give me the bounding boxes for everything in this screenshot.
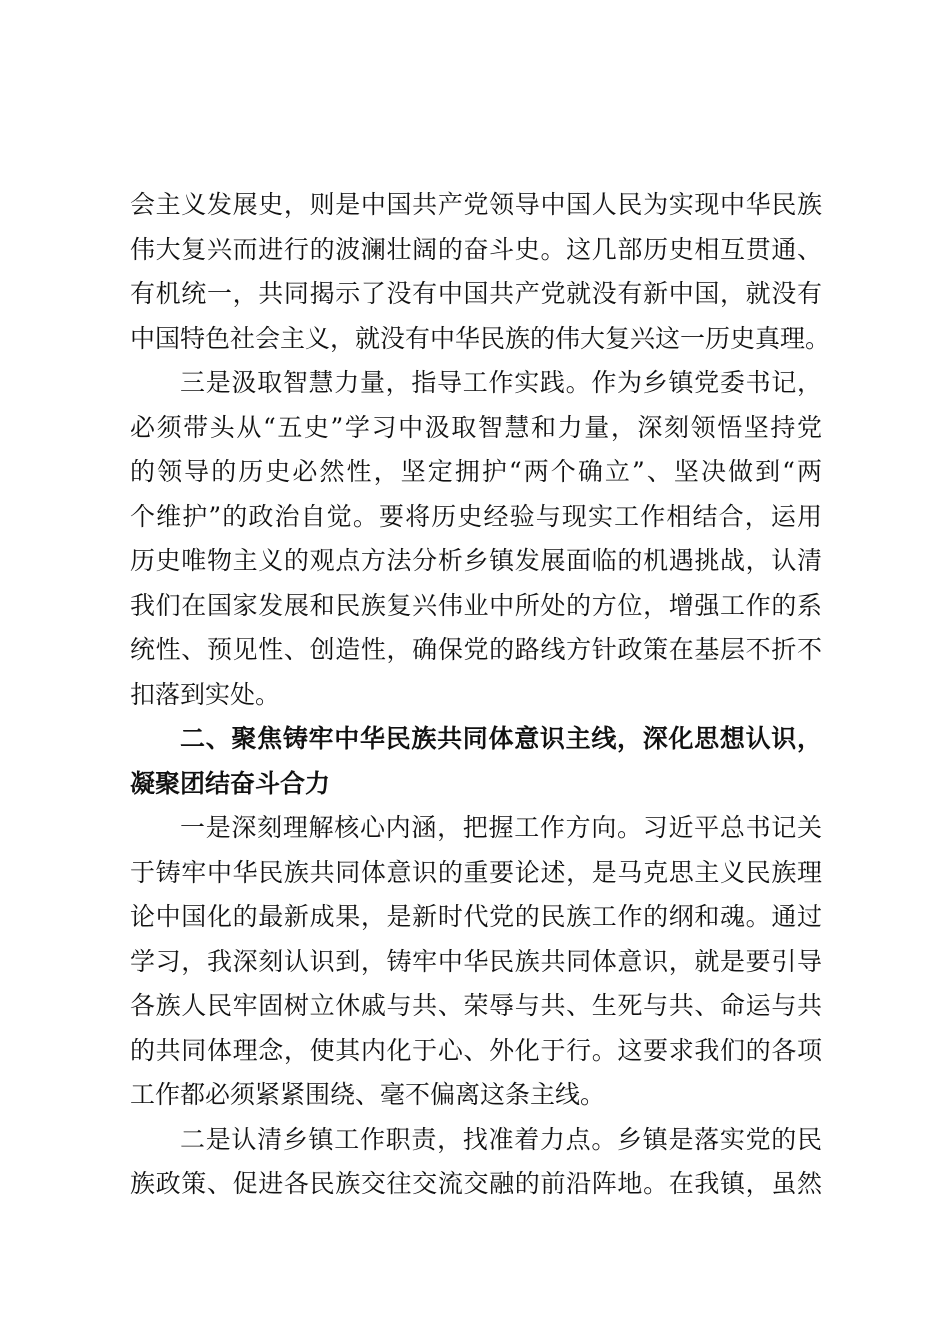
text-line: 工作都必须紧紧围绕、毫不偏离这条主线。 — [130, 1080, 606, 1109]
text-line: 统性、预见性、创造性，确保党的路线方针政策在基层不折不 — [130, 635, 822, 664]
text-line: 个维护”的政治自觉。要将历史经验与现实工作相结合，运用 — [130, 501, 822, 531]
text-line: 的领导的历史必然性，坚定拥护“两个确立”、坚决做到“两 — [130, 457, 822, 486]
text-line: 一是深刻理解核心内涵，把握工作方向。习近平总书记关 — [180, 813, 822, 842]
document-page — [130, 183, 831, 1207]
paragraph — [130, 361, 822, 717]
text-line: 三是汲取智慧力量，指导工作实践。作为乡镇党委书记， — [180, 368, 822, 397]
paragraph — [130, 1118, 822, 1207]
text-line: 论中国化的最新成果，是新时代党的民族工作的纲和魂。通过 — [130, 902, 822, 931]
text-line: 凝聚团结奋斗合力 — [130, 768, 331, 798]
paragraph — [130, 183, 831, 361]
text-line: 二、聚焦铸牢中华民族共同体意识主线，深化思想认识， — [180, 724, 822, 753]
section-heading — [130, 717, 822, 806]
text-line: 会主义发展史，则是中国共产党领导中国人民为实现中华民族 — [130, 190, 822, 219]
text-line: 二是认清乡镇工作职责，找准着力点。乡镇是落实党的民 — [180, 1124, 822, 1154]
text-line: 于铸牢中华民族共同体意识的重要论述，是马克思主义民族理 — [130, 857, 822, 887]
text-line: 历史唯物主义的观点方法分析乡镇发展面临的机遇挑战，认清 — [130, 546, 822, 575]
text-line: 学习，我深刻认识到，铸牢中华民族共同体意识，就是要引导 — [130, 946, 822, 976]
text-line: 我们在国家发展和民族复兴伟业中所处的方位，增强工作的系 — [130, 590, 822, 620]
paragraph — [130, 806, 822, 1118]
text-line: 必须带头从“五史”学习中汲取智慧和力量，深刻领悟坚持党 — [130, 412, 822, 442]
text-line: 伟大复兴而进行的波澜壮阔的奋斗史。这几部历史相互贯通、 — [130, 234, 822, 264]
text-line: 各族人民牢固树立休戚与共、荣辱与共、生死与共、命运与共 — [130, 991, 822, 1020]
text-line: 中国特色社会主义，就没有中华民族的伟大复兴这一历史真理。 — [130, 323, 831, 353]
text-line: 族政策、促进各民族交往交流交融的前沿阵地。在我镇，虽然 — [130, 1169, 822, 1198]
text-line: 有机统一，共同揭示了没有中国共产党就没有新中国，就没有 — [130, 279, 822, 308]
text-line: 扣落到实处。 — [130, 679, 281, 709]
text-line: 的共同体理念，使其内化于心、外化于行。这要求我们的各项 — [130, 1035, 822, 1065]
